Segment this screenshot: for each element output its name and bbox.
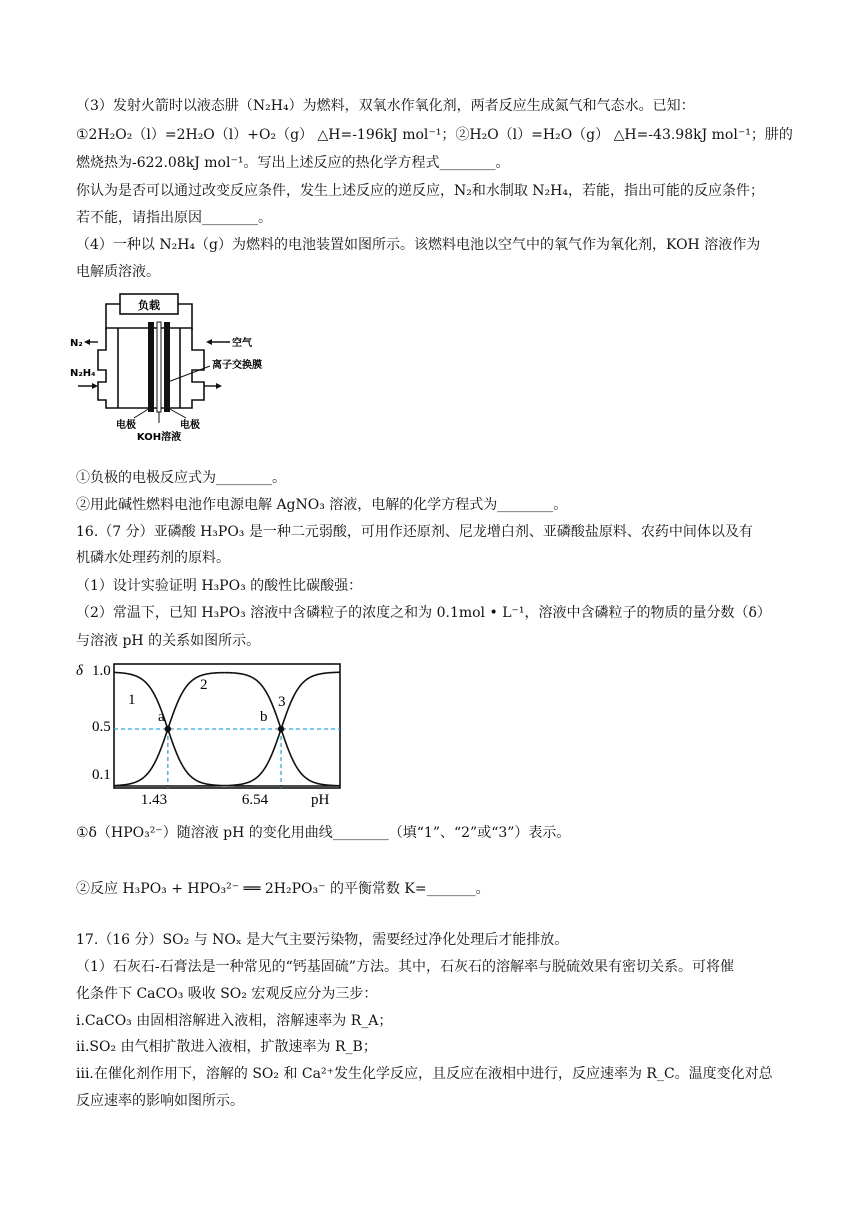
text-line: 反应速率的影响如图所示。 [76, 1093, 244, 1109]
point-label: a [158, 709, 165, 725]
koh-label: KOH溶液 [136, 432, 182, 443]
y-axis-label: δ [76, 663, 83, 679]
text-line: ②用此碱性燃料电池作电源电解 AgNO₃ 溶液，电解的化学方程式为________。 [76, 497, 568, 513]
text-line: i.CaCO₃ 由固相溶解进入液相，溶解速率为 R_A； [76, 1013, 393, 1029]
text-line: 电解质溶液。 [76, 264, 160, 280]
curve-label: 3 [278, 694, 286, 710]
text-line: ①负极的电极反应式为________。 [76, 470, 286, 486]
text-line: （1）石灰石-石膏法是一种常见的“钙基固硫”方法。其中，石灰石的溶解率与脱硫效果有密切关系。可将催 [76, 959, 734, 975]
distribution-chart [74, 658, 354, 808]
text-line: 与溶液 pH 的关系如图所示。 [76, 633, 261, 649]
text-line: 17.（16 分）SO₂ 与 NOₓ 是大气主要污染物，需要经过净化处理后才能排放。 [76, 932, 569, 948]
text-line: 机磷水处理药剂的原料。 [76, 550, 230, 566]
intersection-point [165, 726, 171, 732]
text-line: ii.SO₂ 由气相扩散进入液相，扩散速率为 R_B； [76, 1039, 377, 1055]
curve-label: 1 [128, 692, 136, 708]
intersection-point [278, 726, 284, 732]
n2h4-label: N₂H₄ [70, 368, 96, 379]
text-line: ①δ（HPO₃²⁻）随溶液 pH 的变化用曲线________（填“1”、“2”或“3”）表示。 [76, 825, 571, 841]
electrode-left-label: 电极 [116, 420, 136, 431]
text-line: （2）常温下，已知 H₃PO₃ 溶液中含磷粒子的浓度之和为 0.1mol • L⁻¹，溶液中含磷粒子的物质的量分数（δ） [76, 605, 771, 621]
text-line: （3）发射火箭时以液态肼（N₂H₄）为燃料，双氧水作氧化剂，两者反应生成氮气和气态水。已知： [76, 98, 695, 114]
y-tick-label: 0.1 [92, 767, 111, 783]
point-label: b [260, 709, 268, 725]
x-tick-label: 6.54 [241, 792, 269, 808]
text-line: （1）设计实验证明 H₃PO₃ 的酸性比碳酸强： [76, 578, 363, 594]
electrode-right-label: 电极 [180, 420, 200, 431]
y-tick-label: 0.5 [92, 719, 111, 735]
air-label: 空气 [232, 338, 252, 349]
fuel-cell-diagram [70, 290, 290, 445]
text-line: 若不能，请指出原因________。 [76, 210, 272, 226]
curve-label: 2 [200, 677, 208, 693]
text-line: 16.（7 分）亚磷酸 H₃PO₃ 是一种二元弱酸，可用作还原剂、尼龙增白剂、亚磷酸盐原料、农药中间体以及有 [76, 524, 753, 540]
text-line: 燃烧热为-622.08kJ mol⁻¹。写出上述反应的热化学方程式________。 [76, 155, 510, 171]
x-tick-label: 1.43 [140, 792, 168, 808]
load-label: 负载 [138, 299, 160, 312]
text-line: （4）一种以 N₂H₄（g）为燃料的电池装置如图所示。该燃料电池以空气中的氧气作为氧化剂，KOH 溶液作为 [76, 237, 761, 253]
x-axis-label: pH [311, 792, 330, 808]
text-line: 你认为是否可以通过改变反应条件，发生上述反应的逆反应，N₂和水制取 N₂H₄，若能，指出可能的反应条件； [76, 183, 764, 199]
plot-frame [114, 664, 340, 788]
text-line: ②反应 H₃PO₃ + HPO₃²⁻ ══ 2H₂PO₃⁻ 的平衡常数 K=_______。 [76, 881, 490, 897]
y-tick-label: 1.0 [92, 663, 111, 679]
text-line: ①2H₂O₂（l）=2H₂O（l）+O₂（g） △H=-196kJ mol⁻¹；②H₂O（l）=H₂O（g） △H=-43.98kJ mol⁻¹；肼的 [76, 127, 793, 143]
n2-label: N₂ [70, 338, 83, 349]
text-line: 化条件下 CaCO₃ 吸收 SO₂ 宏观反应分为三步： [76, 986, 378, 1002]
membrane-label: 离子交换膜 [212, 360, 262, 371]
text-line: iii.在催化剂作用下，溶解的 SO₂ 和 Ca²⁺发生化学反应，且反应在液相中进行，反应速率为 R_C。温度变化对总 [76, 1066, 773, 1082]
